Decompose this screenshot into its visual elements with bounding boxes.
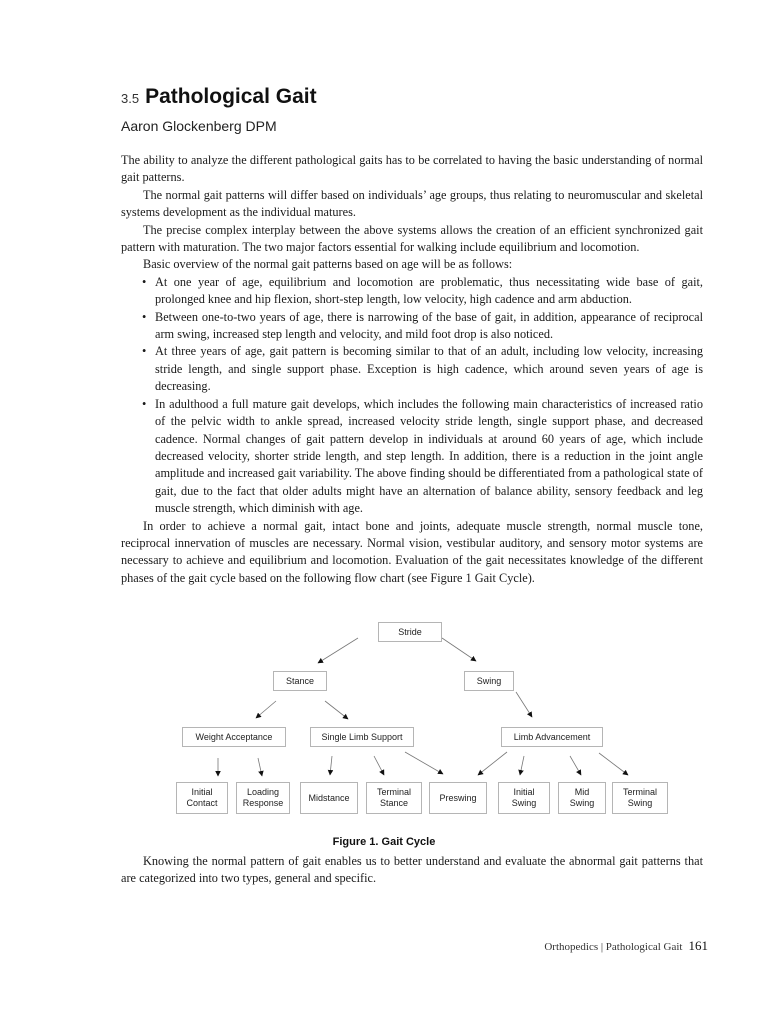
bullet-item: • At one year of age, equilibrium and locomotion are problematic, thus necessitating wide base of gait, prolonged knee and hip flexion, short-step length, low velocity, high cadence and arm abduction.	[155, 274, 703, 309]
arrow-limb-initial-swing	[520, 756, 524, 775]
paragraph: Basic overview of the normal gait patterns based on age will be as follows:	[143, 257, 513, 272]
arrow-limb-terminal-swing	[599, 753, 628, 775]
page-number: 161	[688, 938, 708, 953]
box-terminal-swing: Terminal Swing	[612, 782, 668, 814]
paragraph: The normal gait patterns will differ based on individuals’ age groups, thus relating to neuromuscular and skeletal systems development as the individual matures.	[121, 187, 703, 220]
box-single-limb-support: Single Limb Support	[310, 727, 414, 747]
arrow-single-terminal	[374, 756, 384, 775]
box-weight-acceptance: Weight Acceptance	[182, 727, 286, 747]
bullet-item: • At three years of age, gait pattern is becoming similar to that of an adult, including low velocity, increasing stride length, and single support phase. Exception is high cadence, which around seven years of age is decreasing.	[155, 343, 703, 395]
section-number: 3.5	[121, 91, 140, 106]
closing-text	[121, 853, 703, 888]
box-swing: Swing	[464, 671, 514, 691]
box-initial-contact: Initial Contact	[176, 782, 228, 814]
bullet-item: • In adulthood a full mature gait develops, which includes the following main characteristics of increased ratio of the pelvic width to ankle spread, increased velocity stride length, single support phase, and decreased cadence. Normal changes of gait pattern develop in individuals at around 60 years of age, which include decreased velocity, shorter stride length, and step length. In addition, there is a reduction in the joint angle amplitude and increased gait variability. The above finding should be differentiated from a pathological state of gait, due to the fact that older adults might have an alternation of balance ability, sensory feedback and leg muscle strength, which diminish with age.	[155, 396, 703, 518]
arrow-swing-limb	[516, 692, 532, 717]
arrow-stance-single	[325, 701, 348, 719]
arrow-single-midstance	[330, 756, 332, 775]
box-loading-response: Loading Response	[236, 782, 290, 814]
box-initial-swing: Initial Swing	[498, 782, 550, 814]
box-terminal-stance: Terminal Stance	[366, 782, 422, 814]
author-name: Aaron Glockenberg DPM	[121, 118, 277, 134]
page-footer	[544, 938, 708, 954]
arrow-stride-stance	[318, 638, 358, 663]
arrow-single-preswing	[405, 752, 443, 774]
paragraph: The ability to analyze the different pathological gaits has to be correlated to having the basic understanding of normal gait patterns.	[121, 153, 703, 185]
figure-caption: Figure 1. Gait Cycle	[332, 836, 436, 848]
box-midstance: Midstance	[300, 782, 358, 814]
bullet-item: • Between one-to-two years of age, there is narrowing of the base of gait, in addition, appearance of reciprocal arm swing, increased step length and velocity, and mild foot drop is also noticed.	[155, 309, 703, 344]
section-title: Pathological Gait	[145, 85, 317, 108]
paragraph: In order to achieve a normal gait, intact bone and joints, adequate muscle strength, normal muscle tone, reciprocal innervation of muscles are necessary. Normal vision, vestibular auditory, and sensory motor systems are necessary to achieve and equilibrium and locomotion. Evaluation of the gait necessitates knowledge of the different phases of the gait cycle based on the following flow chart (see Figure 1 Gait Cycle).	[121, 518, 703, 585]
arrow-stride-swing	[442, 638, 476, 661]
box-stride: Stride	[378, 622, 442, 642]
arrow-limb-mid-swing	[570, 756, 581, 775]
running-footer: Orthopedics | Pathological Gait	[544, 941, 683, 953]
box-preswing: Preswing	[429, 782, 487, 814]
arrow-stance-weight	[256, 701, 276, 718]
box-limb-advancement: Limb Advancement	[501, 727, 603, 747]
paragraph: Knowing the normal pattern of gait enables us to better understand and evaluate the abnormal gait patterns that are categorized into two types, general and specific.	[121, 854, 703, 886]
arrow-weight-loading	[258, 758, 262, 776]
paragraph: The precise complex interplay between the above systems allows the creation of an efficient synchronized gait pattern with maturation. The two major factors essential for walking include equilibrium and locomotion.	[121, 222, 703, 255]
box-mid-swing: Mid Swing	[558, 782, 606, 814]
box-stance: Stance	[273, 671, 327, 691]
arrow-limb-preswing	[478, 752, 507, 775]
